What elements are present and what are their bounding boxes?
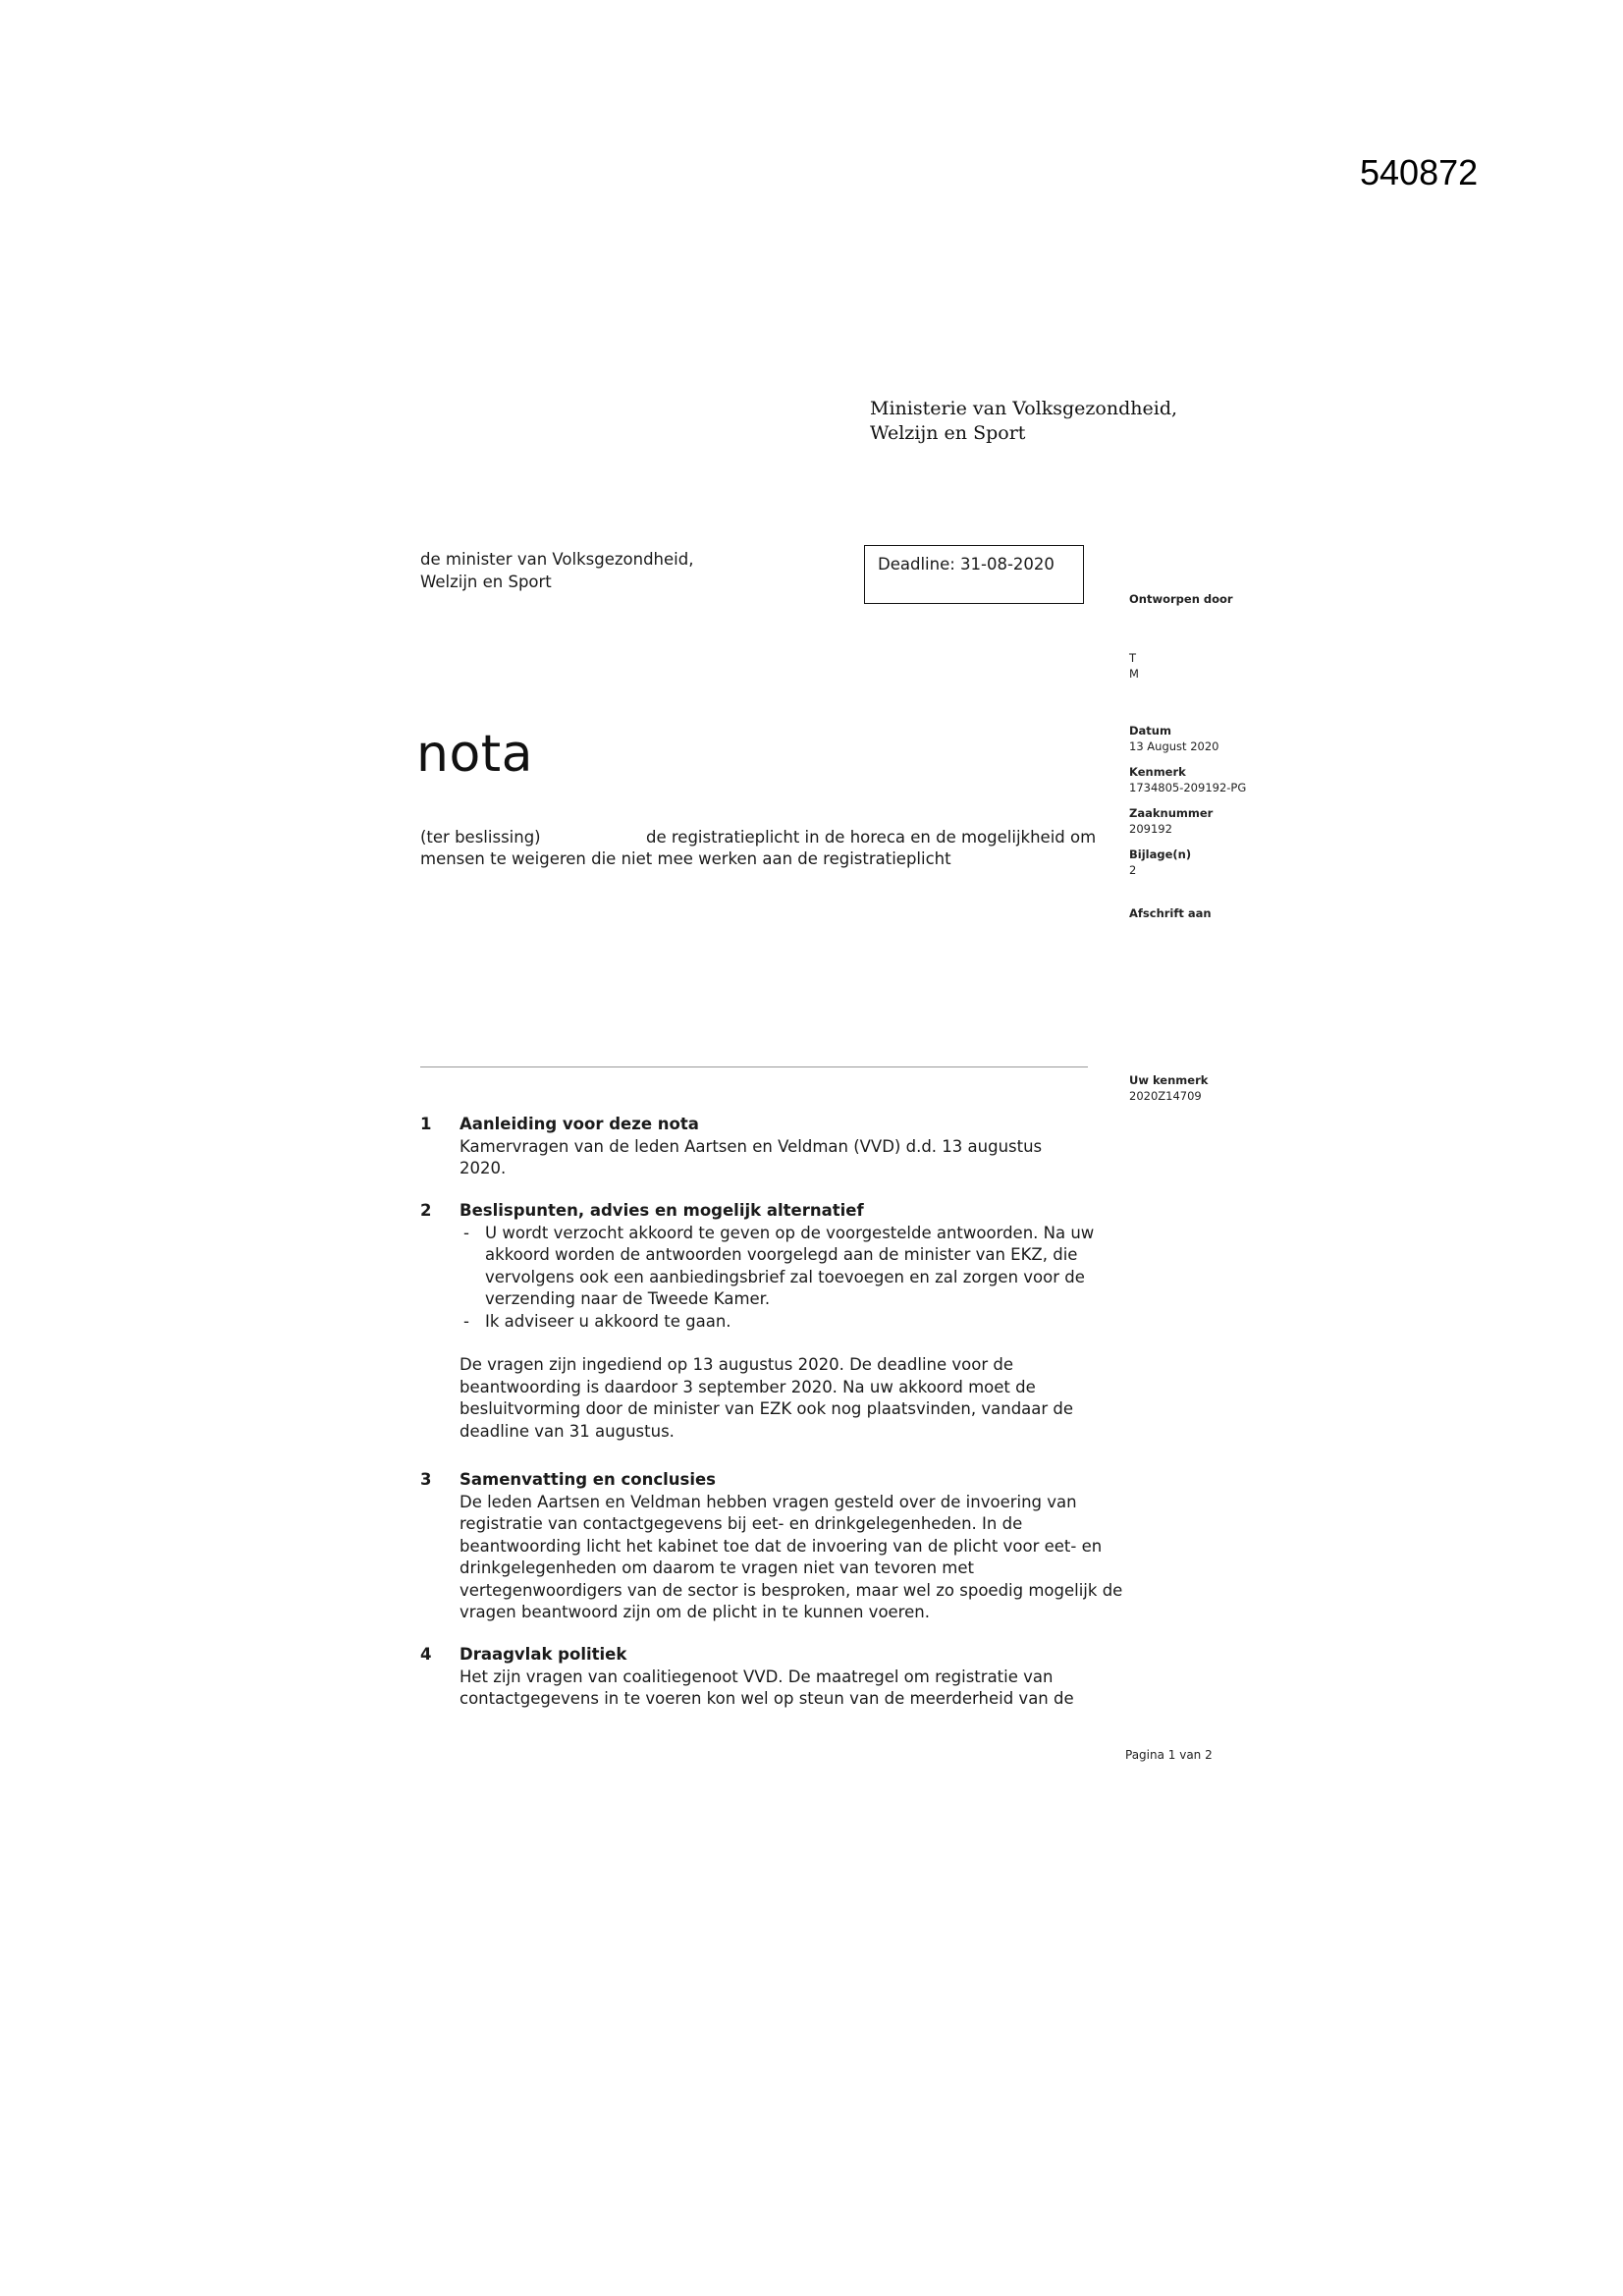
section-number: 3 bbox=[420, 1470, 432, 1489]
section-paragraph: De vragen zijn ingediend op 13 augustus 2020. De deadline voor de beantwoording is daardoor 3 september 2020. Na uw akkoord moet de besluitvorming door de minister van EZK ook nog plaatsvinden, vandaar de deadline van 31 augustus. bbox=[460, 1355, 1074, 1441]
list-item: - U wordt verzocht akkoord te geven op de voorgestelde antwoorden. Na uw akkoord worden de antwoorden voorgelegd aan de minister van EKZ, die vervolgens ook een aanbiedingsbrief zal toevoegen en zal zorgen voor de verzending naar de Tweede Kamer. bbox=[460, 1223, 1127, 1311]
ministry-line2: Welzijn en Sport bbox=[870, 422, 1026, 444]
section-4 bbox=[420, 1644, 1127, 1711]
uw-kenmerk-value: 2020Z14709 bbox=[1129, 1089, 1202, 1103]
sidebar-ontworpen-values bbox=[1129, 650, 1139, 682]
page-number: Pagina 1 van 2 bbox=[1125, 1748, 1213, 1762]
ontworpen-value-1: T bbox=[1129, 651, 1137, 665]
kenmerk-value: 1734805-209192-PG bbox=[1129, 781, 1247, 794]
section-text: Het zijn vragen van coalitiegenoot VVD. De maatregel om registratie van contactgegevens in te voeren kon wel op steun van de meerderheid van de bbox=[460, 1667, 1074, 1708]
section-3 bbox=[420, 1469, 1127, 1624]
kenmerk-label: Kenmerk bbox=[1129, 765, 1186, 779]
zaaknummer-label: Zaaknummer bbox=[1129, 806, 1214, 820]
uw-kenmerk-label: Uw kenmerk bbox=[1129, 1073, 1209, 1087]
subject bbox=[420, 827, 1127, 870]
sidebar-meta bbox=[1129, 723, 1246, 878]
list-item: - Ik adviseer u akkoord te gaan. bbox=[460, 1311, 1127, 1334]
subject-text-1: de registratieplicht in de horeca en de mogelijkheid om bbox=[646, 828, 1097, 847]
section-number: 1 bbox=[420, 1115, 432, 1133]
ontworpen-value-2: M bbox=[1129, 667, 1139, 681]
bijlage-value: 2 bbox=[1129, 863, 1137, 877]
zaaknummer-value: 209192 bbox=[1129, 822, 1172, 836]
datum-value: 13 August 2020 bbox=[1129, 739, 1219, 753]
addressee bbox=[420, 548, 693, 593]
ontworpen-label: Ontworpen door bbox=[1129, 592, 1233, 606]
section-heading: Samenvatting en conclusies bbox=[460, 1470, 716, 1489]
section-number: 2 bbox=[420, 1201, 432, 1220]
sidebar-ontworpen bbox=[1129, 591, 1233, 607]
afschrift-label: Afschrift aan bbox=[1129, 906, 1212, 920]
sidebar-uw-kenmerk bbox=[1129, 1072, 1208, 1104]
subject-type: (ter beslissing) bbox=[420, 828, 541, 847]
section-number: 4 bbox=[420, 1645, 432, 1664]
section-1 bbox=[420, 1114, 1127, 1180]
document-title: nota bbox=[416, 725, 534, 784]
deadline-box: Deadline: 31-08-2020 bbox=[864, 545, 1084, 604]
decision-list bbox=[460, 1223, 1127, 1334]
section-text: De leden Aartsen en Veldman hebben vragen gesteld over de invoering van registratie van contactgegevens bij eet- en drinkgelegenheden. In de beantwoording licht het kabinet toe dat de invoering van de plicht voor eet- en drinkgelegenheden om daarom te vragen niet van tevoren met vertegenwoordigers van de sector is besproken, maar wel zo spoedig mogelijk de vragen beantwoord zijn om de plicht in te kunnen voeren. bbox=[460, 1492, 1123, 1621]
section-heading: Draagvlak politiek bbox=[460, 1645, 627, 1664]
section-2 bbox=[420, 1200, 1127, 1443]
addressee-line1: de minister van Volksgezondheid, bbox=[420, 550, 694, 569]
addressee-line2: Welzijn en Sport bbox=[420, 573, 552, 591]
ministry-logo-text bbox=[870, 397, 1177, 446]
bijlage-label: Bijlage(n) bbox=[1129, 847, 1192, 861]
section-heading: Aanleiding voor deze nota bbox=[460, 1115, 699, 1133]
datum-label: Datum bbox=[1129, 724, 1171, 738]
document-number: 540872 bbox=[1360, 152, 1479, 192]
sidebar-afschrift bbox=[1129, 905, 1212, 921]
section-heading: Beslispunten, advies en mogelijk alternatief bbox=[460, 1201, 864, 1220]
divider bbox=[420, 1066, 1088, 1067]
section-text: Kamervragen van de leden Aartsen en Veldman (VVD) d.d. 13 augustus 2020. bbox=[460, 1136, 1043, 1177]
ministry-line1: Ministerie van Volksgezondheid, bbox=[870, 398, 1178, 419]
subject-text-2: mensen te weigeren die niet mee werken aan de registratieplicht bbox=[420, 849, 951, 868]
